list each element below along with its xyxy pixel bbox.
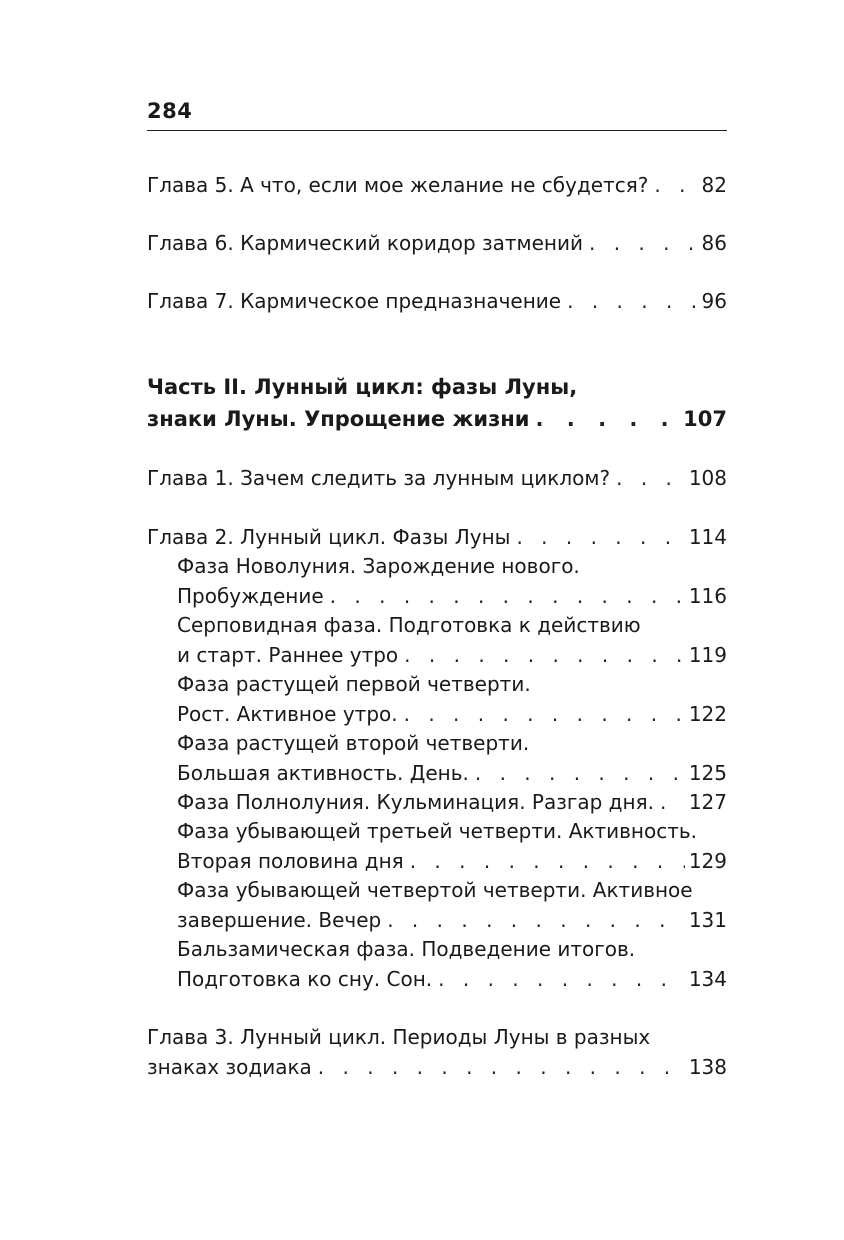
toc-entry-title: завершение. Вечер [177,908,382,932]
toc-entry-chapter-5[interactable] [147,170,727,200]
page-number: 284 [147,99,193,123]
dot-leader [610,463,685,493]
dot-leader [530,404,680,434]
subsection-title-line-1: Фаза растущей первой четверти. [177,672,531,696]
dot-leader [510,522,684,552]
toc-entry-subsection[interactable] [177,699,727,729]
subsection-title-line-1: Фаза растущей второй четверти. [177,731,530,755]
subsection-title-line-1: Фаза Новолуния. Зарождение нового. [177,554,580,578]
toc-entry-chapter-3[interactable] [147,1052,727,1082]
subsection-title-line-1: Серповидная фаза. Подготовка к действию [177,613,641,637]
dot-leader [432,964,685,994]
toc-entry-page: 122 [688,702,727,726]
toc-entry-title: Рост. Активное утро. [177,702,398,726]
toc-entry-title: знаки Луны. Упрощение жизни [147,407,530,431]
toc-entry-subsection[interactable] [177,581,727,611]
toc-entry-page: 96 [701,289,727,313]
toc-entry-chapter-7[interactable] [147,286,727,316]
toc-entry-title: Глава 2. Лунный цикл. Фазы Луны [147,525,511,549]
subsection-title-line-1: Бальзамическая фаза. Подведение итогов. [177,937,636,961]
dot-leader [381,905,685,935]
toc-entry-title: Глава 5. А что, если мое желание не сбудется? [147,173,649,197]
toc-entry-chapter-2[interactable] [147,522,727,552]
toc-entry-subsection[interactable] [177,758,727,788]
toc-entry-part-2[interactable] [147,404,727,434]
dot-leader [398,640,685,670]
toc-entry-page: 82 [701,173,727,197]
toc-entry-page: 116 [688,584,727,608]
toc-entry-subsection[interactable] [177,640,727,670]
dot-leader [398,699,685,729]
toc-entry-page: 114 [688,525,727,549]
toc-entry-chapter-1[interactable] [147,463,727,493]
toc-entry-page: 86 [701,231,727,255]
toc-entry-page: 108 [688,466,727,490]
dot-leader [583,228,698,258]
toc-entry-page: 125 [688,761,727,785]
toc-entry-title: Большая активность. День. [177,761,469,785]
subsection-title-line-1: Фаза убывающей третьей четверти. Активность. [177,819,698,843]
dot-leader [469,758,685,788]
part-2-title-line-1: Часть II. Лунный цикл: фазы Луны, [147,375,578,399]
toc-entry-page: 107 [683,407,727,431]
toc-entry-title: Глава 6. Кармический коридор затмений [147,231,583,255]
toc-entry-page: 134 [688,967,727,991]
dot-leader [654,787,685,817]
header-rule [147,130,727,131]
toc-entry-subsection[interactable] [177,787,727,817]
toc-entry-title: Фаза Полнолуния. Кульминация. Разгар дня. [177,790,654,814]
toc-entry-title: знаках зодиака [147,1055,312,1079]
toc-entry-title: Вторая половина дня [177,849,404,873]
dot-leader [561,286,697,316]
toc-entry-chapter-6[interactable] [147,228,727,258]
toc-entry-subsection[interactable] [177,846,727,876]
dot-leader [324,581,685,611]
toc-entry-title: Пробуждение [177,584,324,608]
toc-entry-page: 129 [688,849,727,873]
dot-leader [404,846,685,876]
dot-leader [312,1052,685,1082]
chapter-3-title-line-1: Глава 3. Лунный цикл. Периоды Луны в разных [147,1025,651,1049]
toc-entry-title: Глава 1. Зачем следить за лунным циклом? [147,466,611,490]
toc-entry-subsection[interactable] [177,905,727,935]
toc-entry-page: 127 [688,790,727,814]
toc-entry-title: Глава 7. Кармическое предназначение [147,289,562,313]
toc-entry-page: 119 [688,643,727,667]
toc-entry-page: 131 [688,908,727,932]
dot-leader [648,170,697,200]
toc-entry-subsection[interactable] [177,964,727,994]
toc-entry-page: 138 [688,1055,727,1079]
subsection-title-line-1: Фаза убывающей четвертой четверти. Активное [177,878,693,902]
toc-entry-title: Подготовка ко сну. Сон. [177,967,433,991]
toc-entry-title: и старт. Раннее утро [177,643,399,667]
